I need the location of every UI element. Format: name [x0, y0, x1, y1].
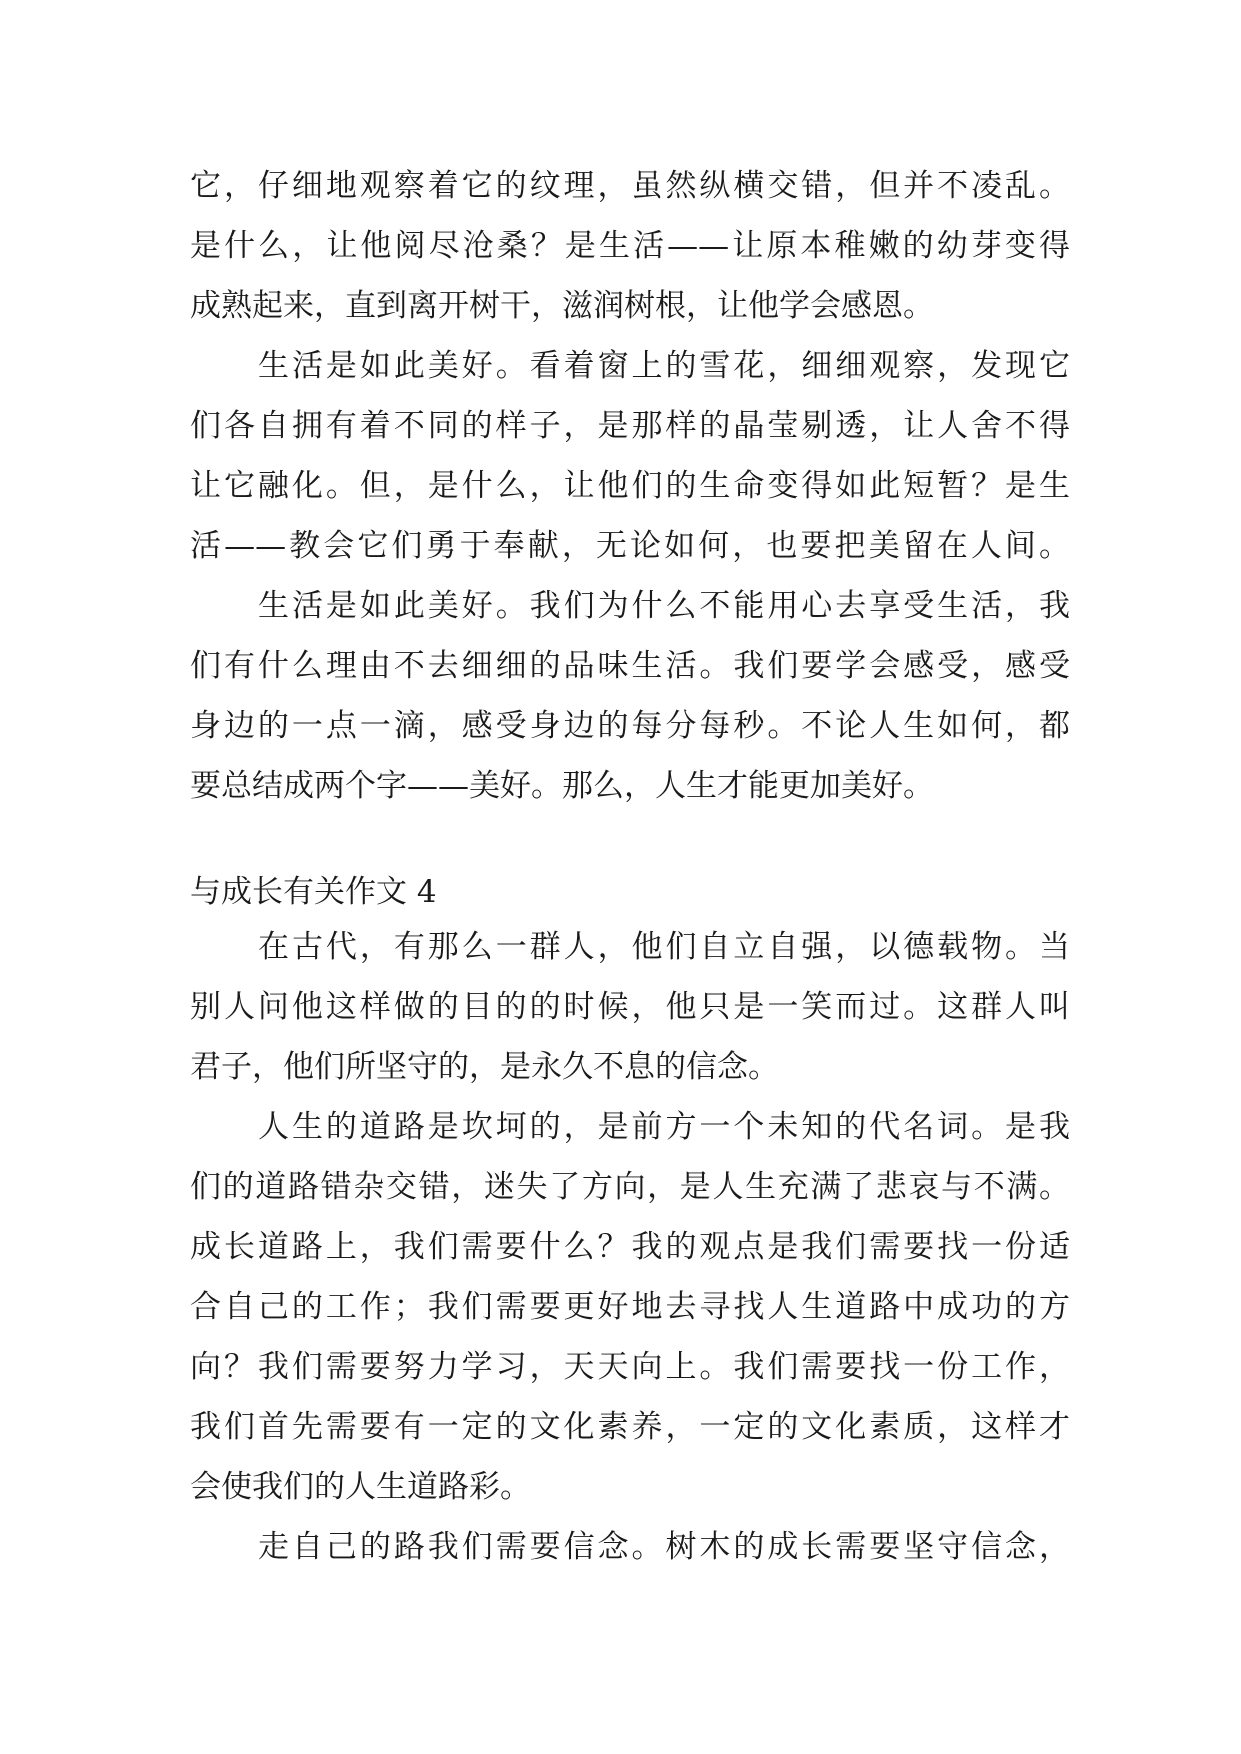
paragraph-line: 在古代，有那么一群人，他们自立自强，以德载物。当: [258, 929, 1070, 965]
paragraph-line: 别人问他这样做的目的的时候，他只是一笑而过。这群人叫: [190, 989, 1070, 1025]
paragraph-line: 们各自拥有着不同的样子，是那样的晶莹剔透，让人舍不得: [190, 408, 1070, 444]
paragraph-line: 人生的道路是坎坷的，是前方一个未知的代名词。是我: [258, 1109, 1070, 1145]
paragraph-line: 生活是如此美好。看着窗上的雪花，细细观察，发现它: [258, 348, 1070, 384]
section-title: 与成长有关作文 4: [190, 874, 437, 910]
paragraph-line: 让它融化。但，是什么，让他们的生命变得如此短暂？是生: [190, 468, 1070, 504]
paragraph-line: 向？我们需要努力学习，天天向上。我们需要找一份工作，: [190, 1349, 1070, 1385]
paragraph-line: 身边的一点一滴，感受身边的每分每秒。不论人生如何，都: [190, 708, 1070, 744]
paragraph-line: 们有什么理由不去细细的品味生活。我们要学会感受，感受: [190, 648, 1070, 684]
paragraph-line: 活——教会它们勇于奉献，无论如何，也要把美留在人间。: [190, 528, 1070, 564]
paragraph-line: 成长道路上，我们需要什么？我的观点是我们需要找一份适: [190, 1229, 1070, 1265]
paragraph-line: 成熟起来，直到离开树干，滋润树根，让他学会感恩。: [190, 288, 934, 324]
paragraph-line: 们的道路错杂交错，迷失了方向，是人生充满了悲哀与不满。: [190, 1169, 1070, 1205]
paragraph-line: 它，仔细地观察着它的纹理，虽然纵横交错，但并不凌乱。: [190, 168, 1070, 204]
paragraph-line: 君子，他们所坚守的，是永久不息的信念。: [190, 1049, 779, 1085]
paragraph-line: 合自己的工作；我们需要更好地去寻找人生道路中成功的方: [190, 1289, 1070, 1325]
paragraph-line: 生活是如此美好。我们为什么不能用心去享受生活，我: [258, 588, 1070, 624]
paragraph-line: 要总结成两个字——美好。那么，人生才能更加美好。: [190, 768, 934, 804]
paragraph-line: 会使我们的人生道路彩。: [190, 1469, 531, 1505]
body-text-top: [190, 156, 1070, 816]
body-text-bottom: [190, 917, 1070, 1577]
paragraph-line: 是什么，让他阅尽沧桑？是生活——让原本稚嫩的幼芽变得: [190, 228, 1070, 264]
paragraph-line: 走自己的路我们需要信念。树木的成长需要坚守信念，: [258, 1529, 1070, 1565]
paragraph-line: 我们首先需要有一定的文化素养，一定的文化素质，这样才: [190, 1409, 1070, 1445]
